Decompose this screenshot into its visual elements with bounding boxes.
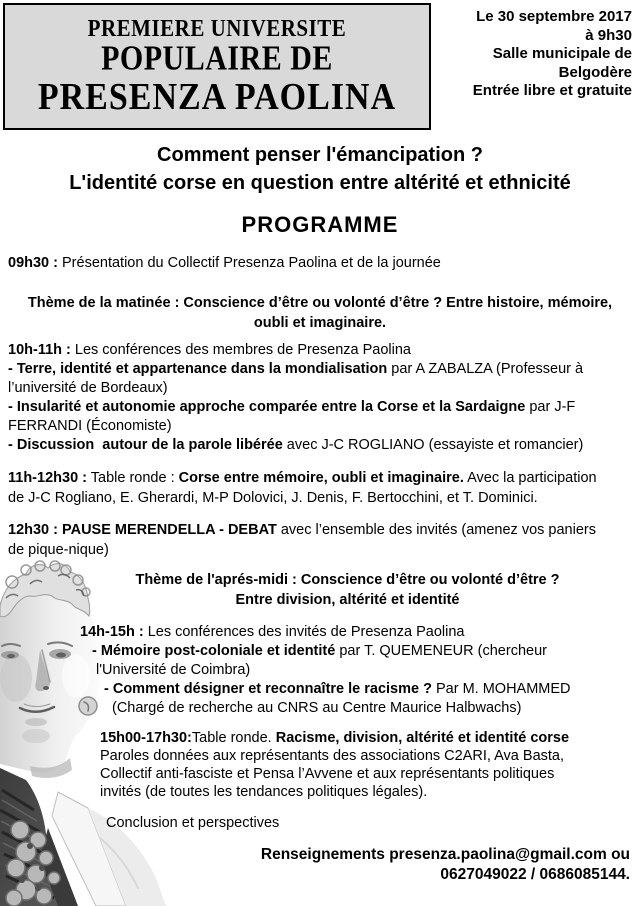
schedule-10h-11h: 10h-11h : Les conférences des membres de Presenza Paolina bbox=[8, 342, 411, 358]
programme-heading: PROGRAMME bbox=[241, 212, 399, 237]
event-venue-line2: Belgodère bbox=[558, 63, 632, 81]
header-title-line2: POPULAIRE DE bbox=[101, 38, 333, 77]
contact-line1: Renseignements presenza.paolina@gmail.com ou bbox=[260, 846, 630, 863]
guest2-line2: (Chargé de recherche au CNRS au Centre Maurice Halbwachs) bbox=[112, 700, 522, 716]
event-admission: Entrée libre et gratuite bbox=[472, 82, 632, 99]
conclusion-line: Conclusion et perspectives bbox=[106, 815, 280, 831]
roundtable2-line3: Collectif anti-fasciste et Pensa l’Avvene et aux représentants politiques bbox=[100, 766, 555, 782]
header-title-line3: PRESENZA PAOLINA bbox=[37, 76, 397, 118]
header-title-box bbox=[3, 3, 431, 130]
theme-morning-line1: Thème de la matinée : Conscience d’être ou volonté d’être ? Entre histoire, mémoire, bbox=[27, 295, 613, 311]
event-time: à 9h30 bbox=[585, 26, 632, 44]
guest2-line1: - Comment désigner et reconnaître le racisme ? Par M. MOHAMMED bbox=[104, 681, 571, 697]
theme-afternoon-line1: Thème de l'aprés-midi : Conscience d’être ou volonté d’être ? bbox=[135, 572, 560, 588]
event-info bbox=[437, 8, 632, 101]
roundtable2-line4: invités (de toutes les tendances politiques légales). bbox=[100, 784, 428, 800]
pause-line1: 12h30 : PAUSE MERENDELLA - DEBAT avec l’ensemble des invités (amenez vos paniers bbox=[8, 522, 596, 538]
talk2-line2: FERRANDI (Économiste) bbox=[8, 418, 172, 434]
subtitle bbox=[0, 141, 640, 197]
roundtable2-line1: 15h00-17h30:Table ronde. Racisme, division, altérité et identité corse bbox=[100, 730, 570, 746]
subtitle-line2: L'identité corse en question entre altérité et ethnicité bbox=[69, 172, 571, 194]
theme-afternoon-line2: Entre division, altérité et identité bbox=[235, 592, 460, 608]
contact-line2: 0627049022 / 0686085144. bbox=[440, 866, 630, 883]
talk2-line1: - Insularité et autonomie approche comparée entre la Corse et la Sardaigne par J-F bbox=[8, 399, 576, 415]
roundtable1-line1: 11h-12h30 : Table ronde : Corse entre mémoire, oubli et imaginaire. Avec la participation bbox=[8, 470, 597, 486]
event-venue-line1: Salle municipale de bbox=[492, 45, 632, 62]
header-title-line1: PREMIERE UNIVERSITE bbox=[87, 13, 347, 42]
schedule-0930: 09h30 : Présentation du Collectif Presenza Paolina et de la journée bbox=[8, 255, 441, 271]
talk1-line2: l’université de Bordeaux) bbox=[8, 380, 168, 396]
talk3-line: - Discussion autour de la parole libérée avec J-C ROGLIANO (essayiste et romancier) bbox=[8, 437, 584, 453]
guest1-line1: - Mémoire post-coloniale et identité par T. QUEMENEUR (chercheur bbox=[92, 643, 547, 659]
schedule-14h-15h: 14h-15h : Les conférences des invités de Presenza Paolina bbox=[80, 624, 465, 640]
roundtable1-line2: de J-C Rogliano, E. Gherardi, M-P Dolovici, J. Denis, F. Bertocchini, et T. Dominici. bbox=[8, 490, 538, 506]
event-date: Le 30 septembre 2017 bbox=[476, 8, 632, 25]
theme-morning-line2: oubli et imaginaire. bbox=[253, 315, 387, 331]
pause-line2: de pique-nique) bbox=[8, 542, 109, 558]
roundtable2-line2: Paroles données aux représentants des associations C2ARI, Ava Basta, bbox=[100, 748, 565, 764]
talk1-line1: - Terre, identité et appartenance dans la mondialisation par A ZABALZA (Professeur à bbox=[8, 361, 584, 377]
subtitle-line1: Comment penser l'émancipation ? bbox=[157, 144, 483, 166]
guest1-line2: l'Université de Coimbra) bbox=[96, 662, 251, 678]
